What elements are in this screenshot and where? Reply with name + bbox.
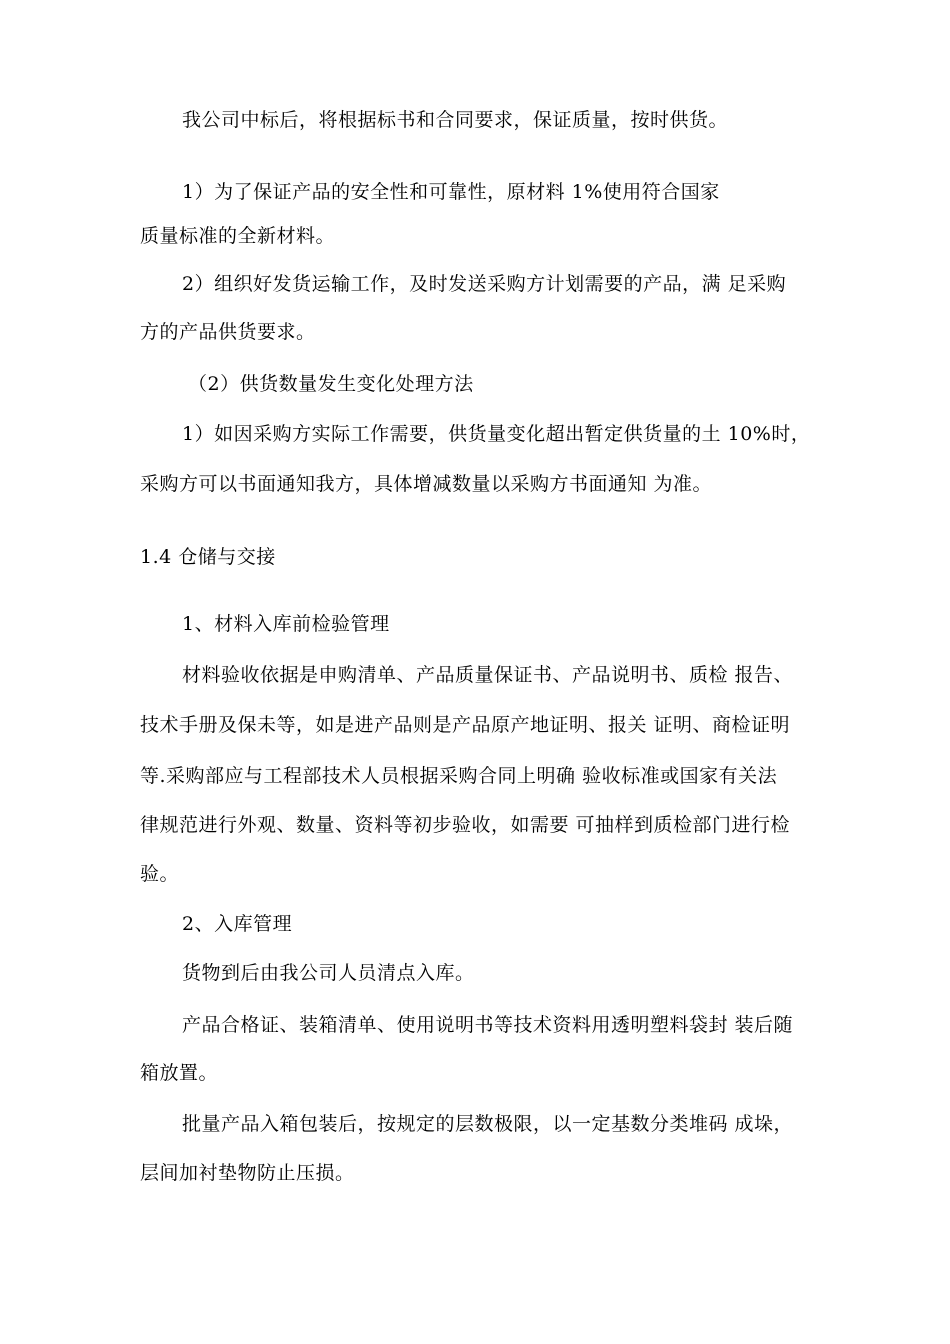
subheading-inspection: 1、材料入库前检验管理: [182, 613, 390, 635]
paragraph-inspection-line-5: 验。: [140, 863, 180, 885]
paragraph-inspection-line-1: 材料验收依据是申购清单、产品质量保证书、产品说明书、质检 报告、: [182, 664, 794, 686]
item-1-quantity-change-cont: 采购方可以书面通知我方，具体增减数量以采购方书面通知 为准。: [140, 473, 713, 495]
paragraph-warehousing-count: 货物到后由我公司人员清点入库。: [182, 962, 475, 984]
paragraph-inspection-line-2: 技术手册及保未等，如是进产品则是产品原产地证明、报关 证明、商检证明: [140, 714, 791, 736]
paragraph-stacking-line-1: 批量产品入箱包装后，按规定的层数极限，以一定基数分类堆码 成垛，: [182, 1113, 794, 1135]
paragraph-inspection-line-3: 等.采购部应与工程部技术人员根据采购合同上明确 验收标准或国家有关法: [140, 765, 778, 787]
subheading-quantity-change: （2）供货数量发生变化处理方法: [188, 373, 474, 395]
paragraph-supply-commitment: 我公司中标后，将根据标书和合同要求，保证质量，按时供货。: [182, 109, 729, 131]
item-1-raw-material-cont: 质量标准的全新材料。: [140, 225, 336, 247]
item-2-shipping: 2）组织好发货运输工作，及时发送采购方计划需要的产品，满 足采购: [182, 273, 787, 295]
item-1-quantity-change: 1）如因采购方实际工作需要，供货量变化超出暂定供货量的土 10%时，: [182, 423, 811, 445]
paragraph-documents-line-1: 产品合格证、装箱清单、使用说明书等技术资料用透明塑料袋封 装后随: [182, 1014, 794, 1036]
section-heading-storage: 1.4 仓储与交接: [140, 546, 276, 568]
paragraph-inspection-line-4: 律规范进行外观、数量、资料等初步验收，如需要 可抽样到质检部门进行检: [140, 814, 791, 836]
subheading-warehousing: 2、入库管理: [182, 913, 293, 935]
item-1-raw-material: 1）为了保证产品的安全性和可靠性，原材料 1%使用符合国家: [182, 181, 720, 203]
paragraph-stacking-line-2: 层间加衬垫物防止压损。: [140, 1162, 355, 1184]
item-2-shipping-cont: 方的产品供货要求。: [140, 321, 316, 343]
paragraph-documents-line-2: 箱放置。: [140, 1062, 219, 1084]
